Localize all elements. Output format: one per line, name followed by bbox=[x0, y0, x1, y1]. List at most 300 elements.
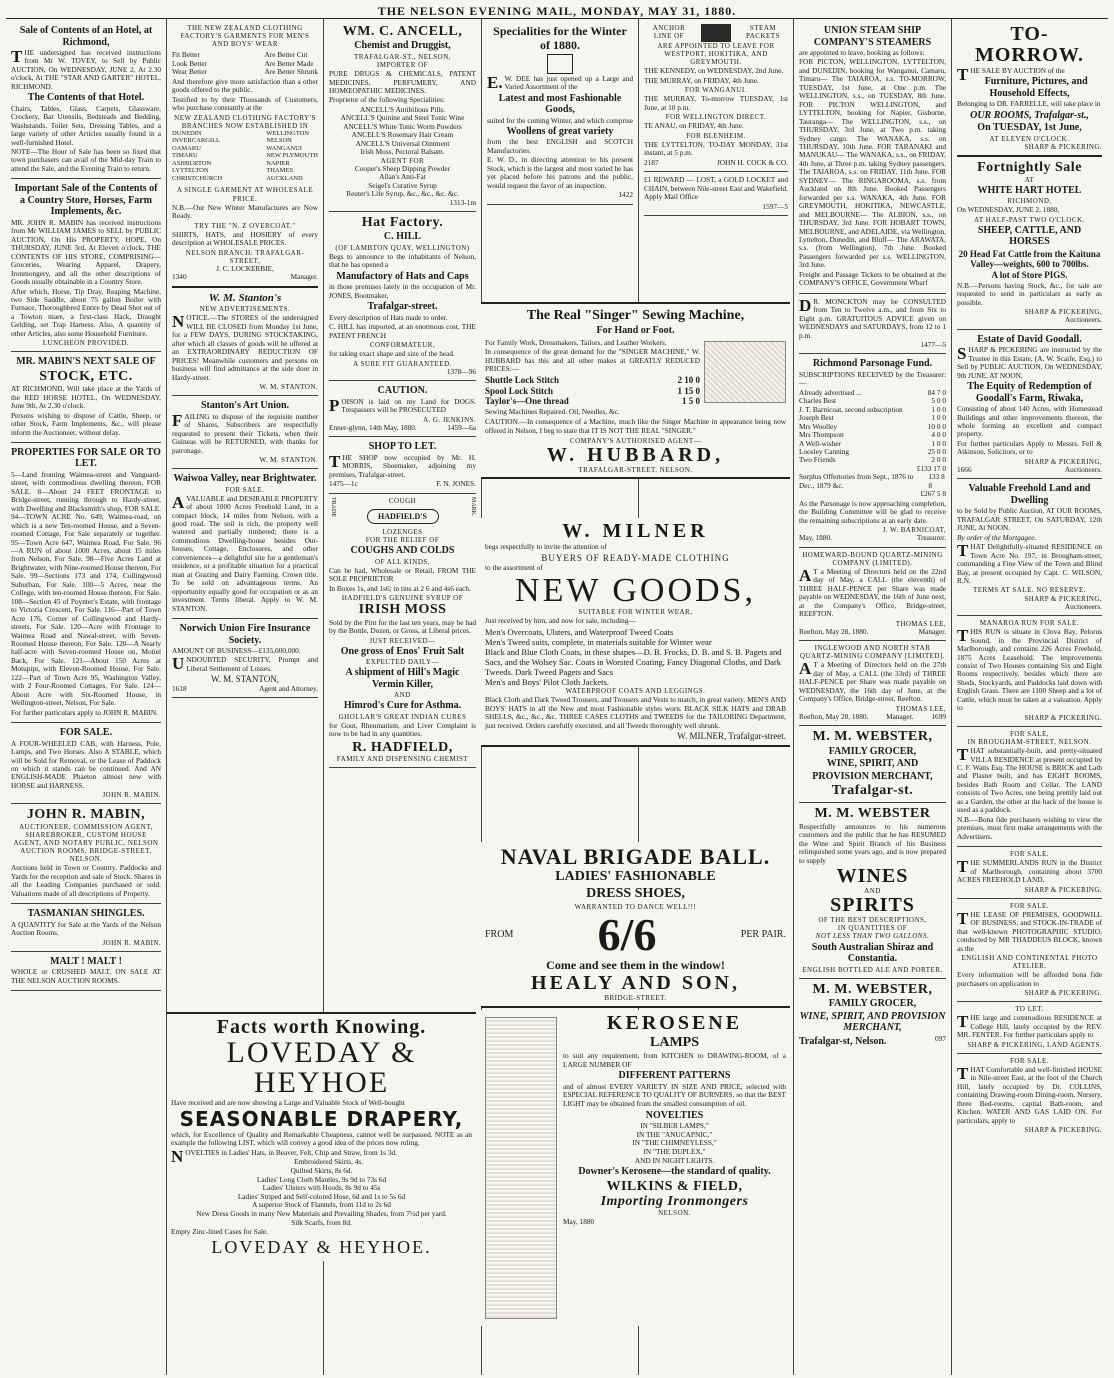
novelty-item: IN "THE DUPLEX," bbox=[643, 1146, 706, 1156]
ad-headline: Fortnightly Sale bbox=[977, 160, 1082, 176]
ad-anchor-line bbox=[644, 21, 788, 172]
ad-subtitle: Downer's Kerosene—the standard of quality. bbox=[578, 1166, 771, 1178]
ad-title: FOR SALE. bbox=[1009, 901, 1050, 910]
ad-body: Respectfully announces to his numerous customers and the public that he has RESUMED the Wine and Spirit Branch of his Business relinquished some years ago, and is now prepared to supply bbox=[799, 821, 946, 865]
ad-headline: WILKINS & FIELD, bbox=[606, 1178, 743, 1194]
subscription-value: 1 0 0 bbox=[931, 438, 946, 448]
ad-body: Auctions held in Town or Country. Paddocks and Yards for the reception and sale of Stock. Shares in all the Leading Companies purchased or sold. Valuations made of all descriptions of Property. bbox=[11, 863, 161, 898]
price-per: PER PAIR. bbox=[740, 928, 786, 940]
ad-signature: THOMAS LEE, bbox=[895, 704, 946, 713]
ad-subtitle: NOVELTIES bbox=[645, 1109, 704, 1121]
ad-address: NELSON. bbox=[658, 1209, 691, 1218]
ad-number: 1475—1c bbox=[329, 479, 358, 489]
ad-nz-clothing bbox=[172, 21, 318, 288]
ad-role: Auctioneers. bbox=[1064, 601, 1102, 611]
agent-item: Seigel's Curative Syrup bbox=[368, 180, 437, 190]
branch-item: LYTTELTON bbox=[172, 167, 209, 175]
ad-subtitle: 20 Head Fat Cattle from the Kaituna Valley—weights, 600 to 700lbs. bbox=[958, 248, 1101, 270]
ad-subtitle: For Hand or Foot. bbox=[596, 325, 675, 337]
speciality-item: ANCELL'S White Tonic Worm Powders bbox=[343, 121, 462, 131]
sailing: THE LYTTELTON, TO-DAY MONDAY, 31st instant, at 5 p.m. bbox=[644, 139, 788, 158]
branch-item: NELSON bbox=[266, 137, 292, 145]
ad-body: AT a Meeting of Directors held on the 22nd day of May, a CALL (the eleventh) of THREE HALF-PENCE per Share was made payable on WEDNESDAY, the 16th of June next, at the Company's Office, Bridge-street, REEFTON. bbox=[799, 565, 946, 619]
ad-footer bbox=[799, 534, 946, 542]
speciality-item: Irish Moss, Pectoral Balsam. bbox=[360, 147, 445, 157]
ad-body: In Boxes 1s, and 1s6; in tins at 2 6 and 4s6 each. bbox=[329, 583, 471, 593]
ad-number: 1597—5 bbox=[762, 201, 788, 211]
ad-subtitle: SHEEP, CATTLE, AND HORSES bbox=[977, 224, 1082, 248]
ad-title: HOMEWARD-BOUND QUARTZ-MINING COMPANY (LIMITED). bbox=[802, 550, 943, 567]
ad-body: AT RICHMOND, Will take place at the Yards of the RED HORSE HOTEL, On WEDNESDAY, June 9th, At 2.30 o'clock. bbox=[11, 384, 161, 411]
ad-headline: TO-MORROW. bbox=[974, 23, 1085, 66]
ad-headline: WM. C. ANCELL, bbox=[342, 24, 463, 39]
price-item: Quilted Skirts, 8s 6d. bbox=[290, 1166, 353, 1176]
branch-item: WELLINGTON bbox=[266, 129, 310, 137]
ad-headline: STOCK, ETC. bbox=[39, 368, 133, 384]
ad-body: AT a Meeting of Directors held on the 27th day of May, a CALL (the 33rd) of THREE HALF-PENCE per Share was made payable on WEDNESDAY, the 16th day of June, at the Company's Office, Bridge-street, Reefton. bbox=[799, 659, 946, 704]
ad-note: CAUTION.—In consequence of a Machine, much like the Singer Machine in appearance being now offered in Nelson, I beg to state that IT IS NOT THE REAL "SINGER." bbox=[485, 417, 786, 436]
ad-body: 5—Land fronting Waimea-street and Vanguard-street, with commodious dwelling thereon, FOR SALE. 8—About 24 FEET FRONTAGE to Bridge-street, running through to Hardy-street, with Dwelling and Blacksmith's shop, FOR SALE. 94—TOWN ACRE No. 649, Waimea-road, on which is a new Ten-roomed House, and a Seven-roomed Cottage, For Sale separately or together. 95—Town Acre 647, Waimea Road, For Sale. 96—A RUN of about 1000 Acres, about 15 miles from Nelson, For Sale. 98—Five Acres Land at Brightwater, with Nine-roomed House thereon, For Sale. 99—Sections 173 and 174, Collingwood Suburban, For Sale. 100—5 Acres, near the College, with ten-roomed House thereon. For Sale. 108—Section 45 of Poynter's Estate, with frontage to Victoria Crescent, For Sale. 116—Part of Town Acre 176, Corner of Collingwood and Hardy-streets, For Sale. 120—Acre with Frontage to Waimea Road and Nawal-street, with Seven-Roomed House thereon, For Sale. 120—A Nearly half-acre with Seven-roomed House on, Motiel Back, For Sale. 121—About 150 Acres at Motupipi, with Eleven-Roomed House, For Sale. 122—Part of Town Acre 95, Washington Valley, with 2 Four-Roomed Cottages, For Sale. 124—About Acre with Six-Roomed House, in Wellington-street, Nelson, For Sale. bbox=[11, 469, 161, 708]
ad-headline: HEALY AND SON, bbox=[531, 972, 740, 995]
ad-body: for Gout, Rheumatism, and Liver Complaint is now to be had in any quantities. bbox=[329, 721, 476, 739]
ad-title: Richmond Parsonage Fund. bbox=[812, 358, 933, 370]
ad-art-union bbox=[172, 396, 318, 469]
ad-headline: Hat Factory. bbox=[361, 215, 444, 231]
ad-nile-street bbox=[957, 1054, 1102, 1138]
ad-naval-ball bbox=[481, 842, 790, 1008]
ad-caution bbox=[329, 381, 476, 437]
subscription-label: J. T. Barnicoat, second subscription bbox=[799, 404, 903, 414]
ad-body: Every description of Hats made to order. bbox=[329, 312, 448, 322]
ad-brougham bbox=[957, 727, 1102, 847]
ad-note: Persons wishing to dispose of Cattle, Sheep, or other Stock, Farm Implements, &c., will please inform the Auctioneer, without delay. bbox=[11, 410, 161, 437]
ad-address: TRAFALGAR-STREET, NELSON. bbox=[578, 465, 693, 474]
ad-line: WATERPROOF COATS AND LEGGINGS. bbox=[565, 686, 706, 695]
branch-item: ASHBURTON bbox=[172, 159, 212, 167]
ad-body: Sewing Machines Repaired. Oil, Needles, &c. bbox=[485, 406, 620, 416]
ad-freehold bbox=[957, 479, 1102, 616]
ad-line: EXPECTED DAILY— bbox=[365, 658, 440, 667]
ad-body: Testified to by their Thousands of Customers, who purchase constantly at the bbox=[172, 94, 318, 113]
ad-fortnightly-sale bbox=[957, 157, 1102, 330]
ad-subtitle: Manufactory of Hats and Caps bbox=[336, 270, 469, 282]
ad-body: SHARP & PICKERING are instructed by the Trustee in this Estate, (A. W. Scaife, Esq.) to Sell by PUBLIC AUCTION, On WEDNESDAY, 9th JUNE, AT NOON, bbox=[957, 344, 1102, 380]
ad-signature: SHARP & PICKERING. bbox=[1024, 1126, 1102, 1135]
ad-line: BUYERS OF READY-MADE CLOTHING bbox=[541, 552, 730, 563]
agent-item: Allan's Anti-Fat bbox=[379, 172, 426, 182]
kerosene-row bbox=[485, 1013, 786, 1323]
ad-body: Belonging to DR. FARRELLE, will take place in bbox=[957, 99, 1101, 109]
trade-label: TRADE bbox=[329, 496, 336, 517]
ad-role: Manager. bbox=[290, 272, 318, 282]
subscription-label: Loosley Canning bbox=[799, 446, 850, 456]
price-list bbox=[171, 1158, 472, 1227]
anchor-header bbox=[644, 24, 788, 42]
ad-body: After which, Horse, Tip Dray, Reaping Machine, two Side Saddle, about 75 gallon Boiler with Furnace, Thoroughbred Entire by Dead Shot out of a Towton mare, a first-class Hack, Draught Gelding, set Trap Harness. Also, A quantity of other Articles, also some Household Furniture. bbox=[11, 286, 161, 338]
subscription-value: 84 7 0 bbox=[927, 387, 946, 397]
ad-subtitle: LAMPS bbox=[650, 1035, 699, 1050]
branch-item: NAPIER bbox=[266, 159, 290, 167]
ad-number: 2187 bbox=[644, 157, 659, 167]
ad-body: THE undersigned has received instructions from Mr W. TOVEY, to Sell by Public AUCTION, On WEDNESDAY, JUNE 2, At 2.30 o'clock, At THE "STAR AND GARTER" HOTEL, RICHMOND. bbox=[11, 47, 161, 91]
ad-line: ENGLISH AND CONTINENTAL PHOTO ATELIER. bbox=[961, 954, 1098, 971]
ad-signature: W. M. STANTON, bbox=[210, 674, 280, 685]
ad-signature: JOHN R. MABIN. bbox=[102, 791, 161, 800]
singer-row bbox=[485, 338, 786, 418]
ad-malt bbox=[11, 952, 161, 991]
ad-body: THE SUMMERLANDS RUN in the District of Marlborough, containing about 3700 ACRES FREEHOLD LAND. bbox=[957, 857, 1102, 885]
ad-goodall-estate bbox=[957, 330, 1102, 480]
price-item: Ladies' Long Cloth Mantles, 9s 9d to 73s 6d bbox=[256, 1174, 387, 1184]
ad-signature: SHARP & PICKERING. bbox=[1024, 143, 1102, 152]
ad-line: TRAFALGAR-ST., NELSON, bbox=[353, 52, 452, 61]
ad-body: FOR PICTON, WELLINGTON, LYTTELTON, and DUNEDIN, booking for Wanganui, Camaru, Timaru— The TAIAROA, s.s. TO-MORROW, TUESDAY, 1st June, at One p.m. The WELLINGTON, s.s., on TUESDAY, 8th June. FOR PICTON WELLINGTON, and LYTTELTON, booking for Napier, Gisborne, Tauranga— The WELLINGTON, s.s., on THURSDAY, 3rd June, at Two p.m. taking Sydney cargo. The WANAKA, s.s. on THURSDAY, 10th June. FOR TARANAKI and MANUKAU— The WANAKA, s.s., on FRIDAY, 4th June, at Three p.m. taking Sydney passengers. The TAIAROA, s.s. on FRIDAY, 11th June. FOR SYDNEY— The RINGAROOMA, s.s. from Auckland on 8th June. Booked Passengers forwarded per s.s. WANAKA, 4th June. FOR GREYMOUTH, HOKITIKA, NEWCASTLE, and MELBOURNE— The ALBION, s.s., on THURSDAY, 3rd June. FOR HOBART TOWN, MELBOURNE, and ADELAIDE, via Wellington, Lyttelton, Dunedin, and Bluff— The ARAWATA, s.s. (from Wellington), 7th June. Booked Passengers forwarded per s.s. WELLINGTON, 3rd June. bbox=[799, 57, 946, 270]
ad-milner bbox=[481, 518, 790, 747]
column-7 bbox=[952, 19, 1107, 1375]
singer-price bbox=[485, 375, 700, 386]
quality-item: Are Better Made bbox=[264, 58, 314, 68]
price-item: Ladies' Ulsters with Hoods, 8s 9d to 45s bbox=[262, 1183, 381, 1193]
ad-footer: LOVEDAY & HEYHOE. bbox=[211, 1236, 432, 1257]
ad-line: NELSON BRANCH: TRAFALGAR-STREET, bbox=[185, 248, 305, 265]
ad-line: FOR WANGANUI. bbox=[685, 86, 747, 95]
ad-hat-factory bbox=[329, 212, 476, 381]
ad-role: Manager. bbox=[886, 711, 914, 721]
flag-icon bbox=[701, 24, 731, 42]
ad-body: UNDOUBTED SECURITY, Prompt and Liberal Settlement of Losses. bbox=[172, 654, 318, 674]
ad-body: AVALUABLE and DESIRABLE PROPERTY of about 1000 Acres Freehold Land, in a compact block, 14 miles from Nelson, with a good road. The soil is rich, the property well watered and partially timbered; there is a commodious Dwelling-house besides Out-houses, Cottage, Enclosures, and other conveniences—a delightful site for a gentleman's residence, or a profitable situation for a practical man at Grazing and Dairy Farming. Crown title. To be sold on advantageous terms. An opportunity equally good for occupation or as an investment. Terms liberal. Apply to W. M. STANTON. bbox=[172, 492, 318, 613]
ad-webster-grocer bbox=[799, 726, 946, 803]
ad-line: Proprietor of the following Specialities: bbox=[329, 95, 445, 105]
ad-date: Enner-glynn, 14th May, 1880. bbox=[329, 422, 417, 432]
quality-item: Are Better Shrunk bbox=[264, 67, 318, 77]
ad-subtitle: Himrod's Cure for Asthma. bbox=[343, 700, 462, 712]
ad-signature: SHARP & PICKERING, bbox=[1024, 594, 1102, 603]
ad-note: N.B.—Our New Winter Manufactures are Now Ready. bbox=[172, 202, 318, 221]
ad-dee bbox=[487, 21, 633, 205]
ad-title: MANAROA RUN FOR SALE. bbox=[979, 619, 1080, 628]
ad-body: PURE DRUGS & CHEMICALS, PATENT MEDICINES, PERFUMERY, AND HOMŒOPATHIC MEDICINES. bbox=[329, 69, 476, 96]
price-item: New Dress Goods in many New Materials and Prevailing Shades, from 7½d per yard. bbox=[196, 1209, 447, 1219]
lozenge-badge: HADFIELD'S bbox=[367, 509, 439, 524]
milner-item: Men's Overcoats, Ulsters, and Waterproof Tweed Coats bbox=[485, 626, 674, 637]
ad-hadfield bbox=[329, 494, 476, 769]
ad-norwich-union bbox=[172, 619, 318, 698]
ad-body: For further particulars Apply to Messrs. Fell & Atkinson, Solicitors, or to bbox=[957, 438, 1102, 457]
ad-body: to suit any requirement, from KITCHEN to DRAWING-ROOM, of a LARGE NUMBER OF bbox=[563, 1051, 786, 1069]
ad-body: Have received and are now showing a Large and Valuable Stock of Well-bought bbox=[171, 1098, 405, 1107]
ad-number: 1699 bbox=[931, 711, 946, 721]
ad-line: COMPANY'S AUTHORISED AGENT— bbox=[569, 436, 702, 445]
ad-union-steam bbox=[799, 21, 946, 294]
ad-note: Freight and Passage Tickets to be obtained at the COMPANY'S OFFICE, Government Wharf bbox=[799, 269, 946, 288]
ad-signature: JOHN R. MABIN. bbox=[102, 938, 161, 947]
ad-subtitle: WHITE HART HOTEL bbox=[977, 184, 1082, 196]
ad-footer bbox=[644, 159, 788, 167]
ad-line: NOT LESS THAN TWO GALLONS. bbox=[815, 932, 930, 941]
ad-body: Begs to announce to the inhabitants of Nelson, that he has opened a bbox=[329, 252, 476, 270]
price-item: Silk Scarfs, from 8d. bbox=[291, 1217, 352, 1227]
ad-body: A QUANTITY for Sale at the Yards of the Nelson Auction Rooms. bbox=[11, 919, 161, 938]
ad-next-sale bbox=[11, 352, 161, 443]
ad-subtitle: On TUESDAY, 1st June, bbox=[977, 122, 1082, 134]
ad-title: UNION STEAM SHIP COMPANY'S STEAMERS bbox=[813, 25, 932, 48]
sailing: THE KENNEDY, on WEDNESDAY, 2nd June. bbox=[644, 66, 784, 76]
ad-singer bbox=[481, 302, 790, 479]
ad-subtitle: Furniture, Pictures, and Household Effects, bbox=[984, 76, 1088, 99]
milner-item: Black and Blue Cloth Coats, in these shapes—D. B. Frocks, D. B. and S. B. Pagets and Sacs, and the Wolsey Sac. Coats in Worsted Coating, Fancy Diagonal Cloths, and Dark Tweeds. Dark Tweed Pagets and Sacs bbox=[485, 646, 782, 677]
ad-title: MALT ! MALT ! bbox=[50, 955, 122, 967]
ad-note: NOTE—The Hour of Sale has been so fixed that town purchasers can avail of the Mid-day Train to attend the Sale, and the Evening Train to return. bbox=[11, 147, 161, 173]
ad-signature: A. G. JENKINS. bbox=[423, 415, 476, 424]
ad-body: Black Cloth and Dark Tweed Trousers, and Trousers and Vests to match, in great variety. MEN'S AND BOYS' HATS in all the New and most Fashionable styles worn. BLACK SILK HATS and DRAB SHELLS, &c., &c., &c. THREE CASES CLOTHS and TWEEDS for the TAILORING Department, just received. Orders carefully executed, and all Tweeds thoroughly well shrunk. bbox=[485, 695, 786, 730]
branches-left bbox=[172, 130, 222, 183]
singer-price bbox=[485, 386, 700, 397]
ad-line: AND bbox=[394, 691, 411, 700]
ad-john-mabin bbox=[11, 804, 161, 904]
price-item: A superior Stock of Flannels, from 11d to 2s 6d bbox=[252, 1200, 391, 1210]
ad-title: The Real "Singer" Sewing Machine, bbox=[526, 308, 745, 323]
speciality-item: ANCELL'S Rosemary Hair Cream bbox=[351, 130, 454, 140]
ad-line: AND bbox=[864, 887, 881, 896]
ad-subtitle: The Equity of Redemption of Goodall's Farm, Riwaka, bbox=[967, 381, 1092, 404]
ad-date: Reefton, May 28, 1880. bbox=[799, 711, 869, 721]
branch-item: DUNEDIN bbox=[172, 129, 202, 137]
ad-title: FOR SALE. bbox=[1009, 1056, 1050, 1065]
ad-body: from the best ENGLISH and SCOTCH Manufactories. bbox=[487, 137, 633, 155]
ad-body: for taking exact shape and size of the head. bbox=[329, 349, 455, 359]
ad-footer bbox=[172, 685, 318, 693]
ad-signature: SHARP & PICKERING. bbox=[1024, 713, 1102, 722]
ad-title: MR. MABIN'S NEXT SALE OF bbox=[16, 356, 156, 368]
ad-signature: For further particulars apply to JOHN R. MABIN. bbox=[11, 707, 158, 717]
ad-headline: SEASONABLE DRAPERY, bbox=[179, 1106, 464, 1131]
ad-subtitle: Latest and most Fashionable Goods, bbox=[498, 92, 622, 115]
ad-title: SHOP TO LET. bbox=[368, 441, 437, 453]
ad-signature: JOHN H. COCK & CO. bbox=[717, 157, 788, 167]
ad-line: AT bbox=[1024, 175, 1035, 184]
price-item: Ladies' Striped and Self-colored Hose, 6d and 1s to 5s 6d bbox=[237, 1191, 406, 1201]
singer-price-label: Taylor's—One thread bbox=[485, 396, 569, 407]
ad-body: POISON is laid on my Land for DOGS. Trespassers will be PROSECUTED bbox=[329, 395, 476, 415]
ad-body: C. HILL has imported, at an enormous cost, THE PATENT FRENCH bbox=[329, 322, 476, 340]
ad-number: 1666 bbox=[957, 464, 972, 474]
ad-body: Just received by him, and now for sale, including— bbox=[485, 616, 636, 626]
ad-summerlands bbox=[957, 847, 1102, 899]
ad-signature: J. W. BARNICOAT, bbox=[882, 526, 946, 535]
ad-subtitle: Woollens of great variety bbox=[506, 125, 614, 137]
ad-role: Auctioneers. bbox=[1064, 315, 1102, 325]
ad-title: Specialities for the Winter of 1880. bbox=[493, 24, 627, 52]
ad-subtitle: South Australian Shiraz and Constantia. bbox=[811, 941, 934, 965]
shoe-price: 6/6 bbox=[597, 908, 657, 960]
ad-body: On WEDNESDAY, JUNE 2, 1880, bbox=[957, 205, 1060, 215]
lozenge-mark bbox=[367, 497, 439, 536]
branch-item: TIMARU bbox=[172, 152, 198, 160]
ad-subtitle: A shipment of Hill's Magic Vermin Killer, bbox=[345, 667, 460, 690]
ad-body: SHIRTS, HATS, and HOSIERY of every description at WHOLESALE PRICES. bbox=[172, 229, 318, 248]
ad-waiwoa-valley bbox=[172, 469, 318, 619]
ad-body: For Family Work, Dressmakers, Tailors, and Leather Workers. bbox=[485, 337, 667, 347]
quality-item: Fit Better bbox=[172, 50, 200, 60]
ad-headline: KEROSENE bbox=[606, 1012, 743, 1034]
ad-body: Can be had, Wholesale or Retail, FROM THE SOLE PROPRIETOR bbox=[329, 565, 476, 584]
ad-country-store bbox=[11, 179, 161, 352]
grand-value: £267 5 8 bbox=[920, 489, 946, 499]
sailing: THE MURRAY, To-morrow TUESDAY, 1st June, at 10 p.m. bbox=[644, 94, 788, 112]
ad-subtitle: LADIES' FASHIONABLE bbox=[555, 869, 716, 885]
ad-title: FOR SALE, bbox=[1009, 729, 1050, 738]
ad-note: N.B.—Persons having Stock, &c., for sale are requested to send in particulars as early as possible. bbox=[957, 280, 1102, 307]
ad-signature: J. C. LOCKERBIE, bbox=[216, 263, 274, 273]
ad-headline: M. M. WEBSTER bbox=[814, 806, 931, 822]
novelty-item: AND IN NIGHT LIGHTS. bbox=[634, 1155, 715, 1165]
subscription-value: 4 0 0 bbox=[931, 430, 946, 440]
ad-headline: IRISH MOSS bbox=[358, 602, 447, 618]
price-item: Embroidered Skirts, 4s. bbox=[294, 1157, 364, 1167]
ad-headline: M. M. WEBSTER, bbox=[812, 729, 933, 745]
subscription-value: 1 0 0 bbox=[931, 413, 946, 423]
ad-shingles bbox=[11, 904, 161, 952]
novelty-list bbox=[563, 1122, 786, 1165]
ad-number: 1459—6a bbox=[447, 422, 476, 432]
surplus-label: Surplus Offertories from Sept., 1876 to Dec., 1879 &c. bbox=[799, 472, 914, 490]
ad-body: FAILING to dispose of the requisite number of Shares, Subscribers are respectfully requested to present their Tickets, when their Guineas will be RETURNED, with thanks for patronage. bbox=[172, 410, 318, 455]
branches-right bbox=[266, 130, 318, 183]
ad-manaroa bbox=[957, 616, 1102, 727]
ad-subtitle: FOR SALE. bbox=[225, 485, 265, 494]
singer-price bbox=[485, 396, 700, 407]
subscription-label: Already advertised ... bbox=[799, 387, 862, 397]
ad-address: Trafalgar-st, Nelson. bbox=[799, 1035, 887, 1047]
ad-date: Reefton, May 28, 1880. bbox=[799, 626, 869, 636]
ad-line: By order of the Mortgagee. bbox=[957, 532, 1037, 542]
ad-title: Sale of Contents of an Hotel, at Richmond, bbox=[19, 25, 153, 48]
ad-ancell bbox=[329, 21, 476, 212]
ad-headline: NAVAL BRIGADE BALL. bbox=[500, 844, 771, 869]
ad-subtitle: A lot of Store PIGS. bbox=[991, 270, 1068, 281]
ad-signature: W. MILNER, Trafalgar-street. bbox=[677, 731, 786, 742]
milner-list bbox=[485, 627, 786, 687]
branch-item: CHRISTCHURCH bbox=[172, 174, 223, 182]
ad-subtitle: NEW ADVERTISEMENTS. bbox=[199, 305, 291, 314]
ad-subtitle: One gross of Enos' Fruit Salt bbox=[340, 645, 465, 657]
ad-signature: R. HADFIELD, bbox=[352, 739, 453, 755]
ad-webster-footer bbox=[799, 979, 946, 1052]
ad-body: E. W. D., in directing attention to his present Stock, which is the largest and most varied he has yet placed before his patrons and the public, would request the favor of an inspection. bbox=[487, 155, 633, 190]
ad-headline: W. MILNER bbox=[562, 520, 709, 542]
ad-title: TO LET. bbox=[1015, 1005, 1044, 1014]
milner-item: Men's and Boys' Pilot Cloth Jackets. bbox=[485, 676, 609, 687]
lamp-icon bbox=[485, 1017, 557, 1319]
ad-subtitle: PROVISION MERCHANT, bbox=[812, 770, 933, 782]
ad-number: 1313-1m bbox=[449, 197, 476, 207]
singer-price-label: Spool Lock Stitch bbox=[485, 385, 554, 396]
ad-title: Important Sale of the Contents of a Country Store, Horses, Farm Implements, &c. bbox=[14, 183, 158, 218]
ad-amount: AMOUNT OF BUSINESS—£135,000,000. bbox=[172, 646, 301, 656]
ad-line: CONFORMATEUR, bbox=[369, 341, 436, 350]
ad-line: SUITABLE FOR WINTER WEAR, bbox=[578, 607, 693, 616]
ad-footer bbox=[799, 713, 946, 721]
subscription-label: Charles Best bbox=[799, 396, 837, 406]
ad-title: COUGHS AND COLDS bbox=[350, 545, 455, 557]
ad-line: ENGLISH BOTTLED ALE AND PORTER. bbox=[802, 965, 943, 974]
singer-price-value: 1 15 0 bbox=[677, 385, 700, 396]
singer-price-value: 1 5 0 bbox=[682, 396, 700, 407]
ad-name: C. HILL bbox=[383, 231, 422, 243]
subscription-surplus bbox=[799, 473, 946, 490]
ad-footer bbox=[957, 466, 1102, 474]
ad-parsonage-fund bbox=[799, 354, 946, 547]
ad-subtitle: DRESS SHOES, bbox=[586, 886, 685, 902]
ad-subtitle: Come and see them in the window! bbox=[546, 957, 725, 972]
ad-address: BRIDGE-STREET. bbox=[604, 994, 667, 1003]
ad-title: TASMANIAN SHINGLES. bbox=[27, 908, 145, 920]
speciality-item: ANCELL'S Antibilious Pills. bbox=[359, 104, 446, 114]
ad-body: A FOUR-WHEELED CAB, with Harness, Pole, Lamps, and Two Horses. Also A STABLE, which will be Sold for Removal, or the Lease of Paddock on which it stands can be continued. And AN ENGLISH-MADE Phaeton almost new with HORSE and HARNESS. bbox=[11, 738, 161, 790]
sewing-machine-icon bbox=[704, 341, 786, 403]
quality-item: Are Better Cut bbox=[264, 50, 308, 60]
ad-line: HADFIELD'S GENUINE SYRUP OF bbox=[341, 594, 464, 603]
ad-body: THE SALE BY AUCTION of the bbox=[957, 65, 1065, 84]
ad-body: Chairs, Tables, Glass, Carpets, Glassware, Crockery, Bar Utensils, Bedsteads and Bedding, Washstands, Toilet Sets, Dressing Tables, and a large variety of other Articles usually found in a well-furnished Hotel. bbox=[11, 103, 161, 147]
ad-inglewood bbox=[799, 641, 946, 726]
ad-body: THE large and commodious RESIDENCE at College Hill, lately occupied by the REV. MR. FENTER. For further particulars apply to bbox=[957, 1012, 1102, 1040]
ad-line: are appointed to leave, booking as follows: bbox=[799, 48, 925, 57]
ad-subtitle: OUR ROOMS, Trafalgar-st., bbox=[970, 109, 1089, 121]
ad-subtitle: AUCTIONEER, COMMISSION AGENT, SHAREBROKER, CUSTOM HOUSE AGENT, AND NOTARY PUBLIC, NELSON AUCTION ROOMS, BRIDGE-STREET, NELSON. bbox=[13, 822, 159, 864]
ad-for-sale-cab bbox=[11, 723, 161, 804]
ad-dr-monckton bbox=[799, 294, 946, 355]
ad-role: Agent and Attorney. bbox=[259, 683, 318, 693]
ad-line: FOR THE RELIEF OF bbox=[365, 536, 440, 545]
ad-homeward-bound bbox=[799, 548, 946, 642]
ad-webster-wines bbox=[799, 803, 946, 978]
ad-body: to be Sold by Public Auction, AT OUR ROOMS, TRAFALGAR STREET, On SATURDAY, 12th JUNE, At NOON. bbox=[957, 506, 1102, 533]
ad-headline: WINES bbox=[836, 865, 909, 888]
subscription-label: Joseph Best bbox=[799, 413, 834, 423]
novelty-item: IN "SILBER LAMPS," bbox=[640, 1121, 709, 1131]
ad-line: GHOLLAR'S GREAT INDIAN CURES bbox=[338, 712, 467, 721]
trade-mark-row bbox=[329, 497, 476, 536]
ad-line: JUST RECEIVED— bbox=[369, 636, 436, 645]
ad-title: INGLEWOOD AND NORTH STAR QUARTZ-MINING COMPANY [LIMITED]. bbox=[799, 644, 946, 661]
singer-price-value: 2 10 0 bbox=[677, 375, 700, 386]
ad-role: FAMILY AND DISPENSING CHEMIST bbox=[336, 755, 469, 764]
ad-body: begs respectfully to invite the attention of bbox=[485, 542, 607, 551]
ad-signature: THOMAS LEE, bbox=[895, 619, 946, 628]
ad-subtitle: Trafalgar-street. bbox=[367, 301, 438, 313]
ad-subtitle: NEW ZEALAND CLOTHING FACTORY'S BRANCHES NOW ESTABLISHED IN bbox=[174, 113, 316, 130]
ad-footer bbox=[172, 273, 318, 281]
subscription-label: A Well-wisher bbox=[799, 438, 842, 448]
ad-signature: SHARP & PICKERING, LAND AGENTS. bbox=[967, 1040, 1102, 1049]
ad-line: AGENT FOR bbox=[380, 156, 425, 165]
crest-icon bbox=[547, 54, 573, 74]
ad-body: THAT Comfortable and well-finished HOUSE in Nile-street East, at the foot of the Church Hill, lately occupied by Dr. COLLINS, containing Drawing-room Dining-room, Nursery, three Bed-rooms, capital Bath-room, and Kitchen. WATER AND GAS LAID ON. For particulars, apply to bbox=[957, 1063, 1102, 1125]
ad-body: NOTICE.—The STORES of the undersigned WILL BE CLOSED from Monday 1st June, for a FEW DAYS, DURING STOCKTAKING, after which all classes of goods will be offered at an EXTRAORDINARY REDUCTION OF PRICES! Meanwhile customers and persons on business will find admittance at the side door in Hardy-street. bbox=[172, 312, 318, 382]
branch-item: OAMARU bbox=[172, 144, 201, 152]
branch-list bbox=[172, 130, 318, 183]
ad-body: THIS RUN is situate in Clova Bay, Pelorus Sound, in the Provincial District of Marlborough, and contains 226 Acres Freehold, 1875 Acres Leasehold. The improvements consist of Two Houses containing Six and Eight Rooms respectively, besides which there are Sheds, Stockyards, and Paddocks laid down with English Grass. There are 1100 Sheep and a lot of Cattle, which must be taken at a valuation. Apply to bbox=[957, 626, 1102, 713]
ad-title: THE NEW ZEALAND CLOTHING FACTORY'S GARMENTS FOR MEN'S AND BOYS' WEAR bbox=[180, 24, 310, 49]
ad-line: FOR BLENHEIM. bbox=[686, 131, 746, 140]
ad-subtitle: FAMILY GROCER, bbox=[828, 998, 917, 1010]
agent-item: Cooper's Sheep Dipping Powder bbox=[354, 163, 451, 173]
agent-list bbox=[329, 165, 476, 199]
ad-headline: NEW GOODS, bbox=[515, 571, 756, 609]
ad-number: 1477—5 bbox=[920, 339, 946, 349]
